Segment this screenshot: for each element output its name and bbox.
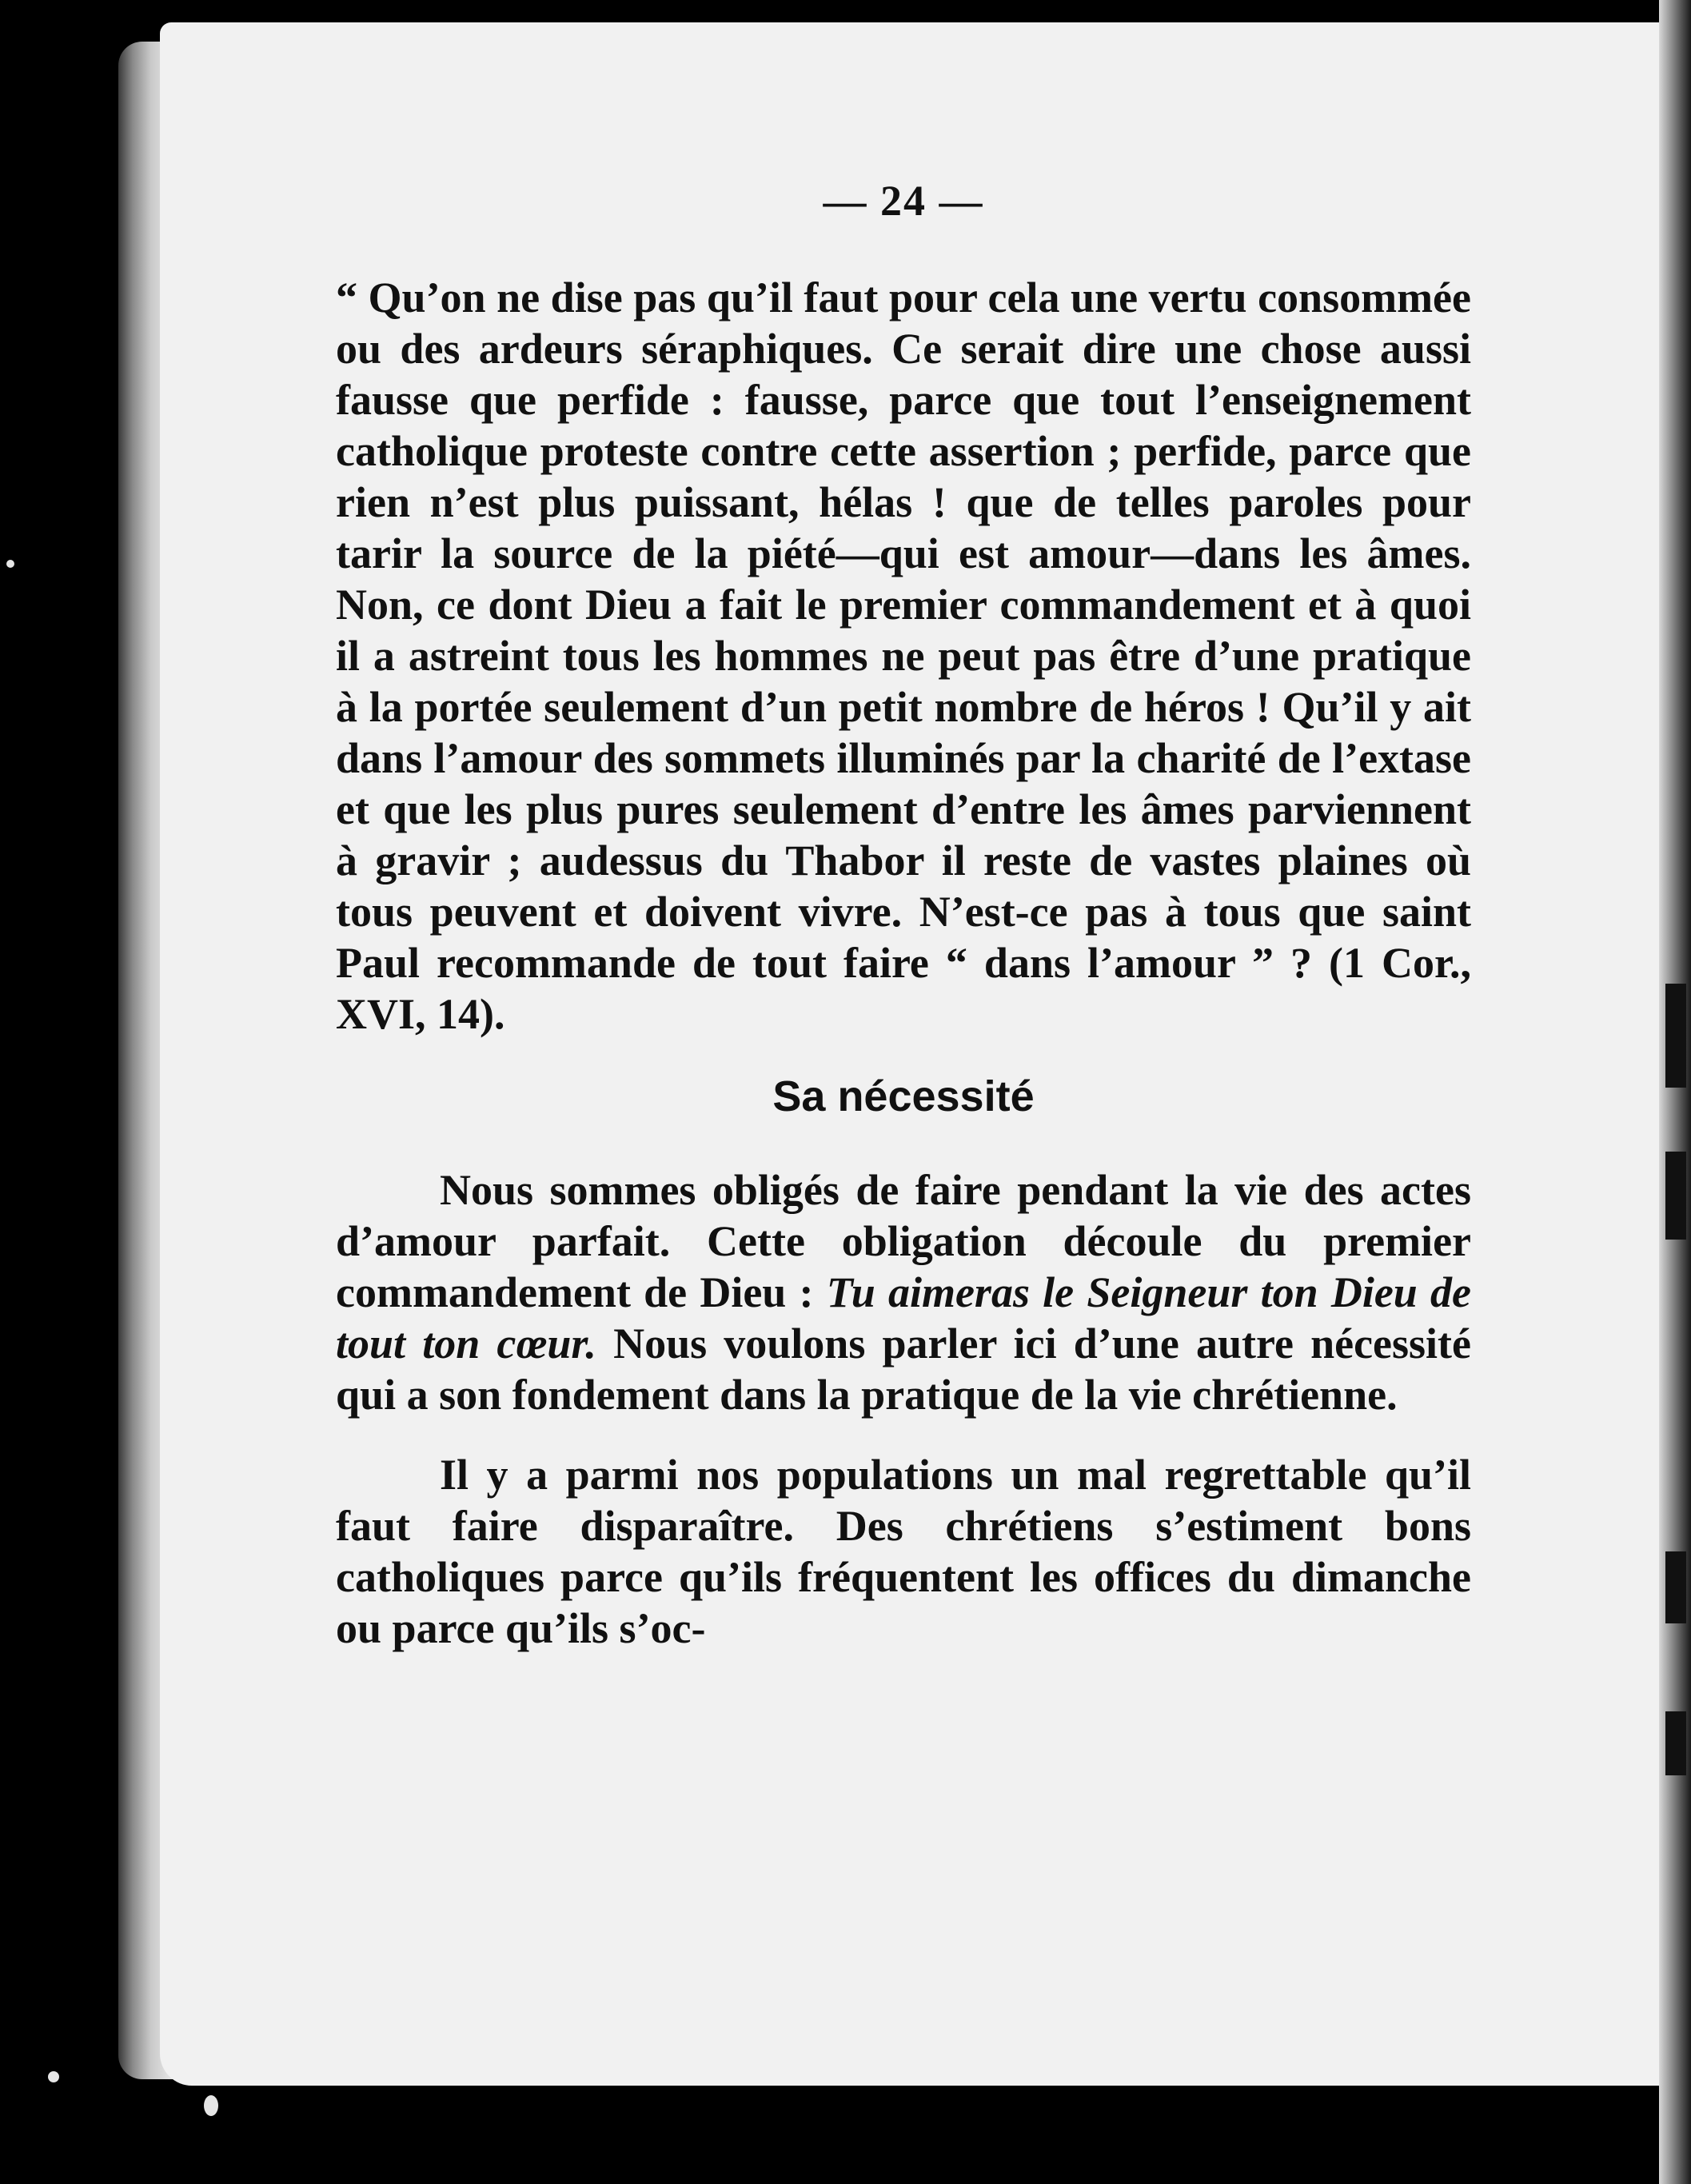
paragraph-text: Nous sommes obligés de faire pendant la vie des actes d’amour parfait. Cette obligation découle du premier commandement de Dieu : (336, 1166, 1471, 1316)
paragraph-text: Nous voulons parler ici d’une autre nécessité qui a son fondement dans la pratique de la vie chrétienne. (336, 1320, 1471, 1419)
page-content (336, 176, 1471, 1654)
binding-mark (1665, 1551, 1686, 1623)
dust-speck (48, 2071, 59, 2082)
right-page-edge (1659, 0, 1691, 2184)
paragraph-quote: “ Qu’on ne dise pas qu’il faut pour cela une vertu consommée ou des ardeurs séraphiques. Ce serait dire une chose aussi fausse que perfide : fausse, parce que tout l’enseignement catholique proteste contre cette assertion ; perfide, parce que rien n’est plus puissant, hélas ! que de telles paroles pour tarir la source de la piété—qui est amour—dans les âmes. Non, ce dont Dieu a fait le premier commandement et à quoi il a astreint tous les hommes ne peut pas être d’une pratique à la portée seulement d’un petit nombre de héros ! Qu’il y ait dans l’amour des sommets illuminés par la charité de l’extase et que les plus pures seulement d’entre les âmes parviennent à gravir ; audessus du Thabor il reste de vastes plaines où tous peuvent et doivent vivre. N’est-ce pas à tous que saint Paul recommande de tout faire “ dans l’amour ” ? (1 Cor., XVI, 14). (336, 273, 1471, 1038)
paragraph-necessity (336, 1164, 1471, 1420)
binding-mark (1665, 1152, 1686, 1240)
scripture-quote: Tu aimeras le Seigneur ton Dieu de tout ton cœur. (336, 1268, 1471, 1367)
binding-mark (1665, 1711, 1686, 1775)
dust-speck (204, 2095, 218, 2116)
binding-mark (1665, 984, 1686, 1088)
paragraph-populations: Il y a parmi nos populations un mal regrettable qu’il faut faire disparaître. Des chrétiens s’estiment bons catholiques parce qu’ils fréquentent les offices du dimanche ou parce qu’ils s’oc- (336, 1451, 1471, 1652)
dust-speck (6, 560, 14, 568)
section-heading: Sa nécessité (772, 1072, 1035, 1120)
page-number: — 24 — (823, 177, 984, 225)
